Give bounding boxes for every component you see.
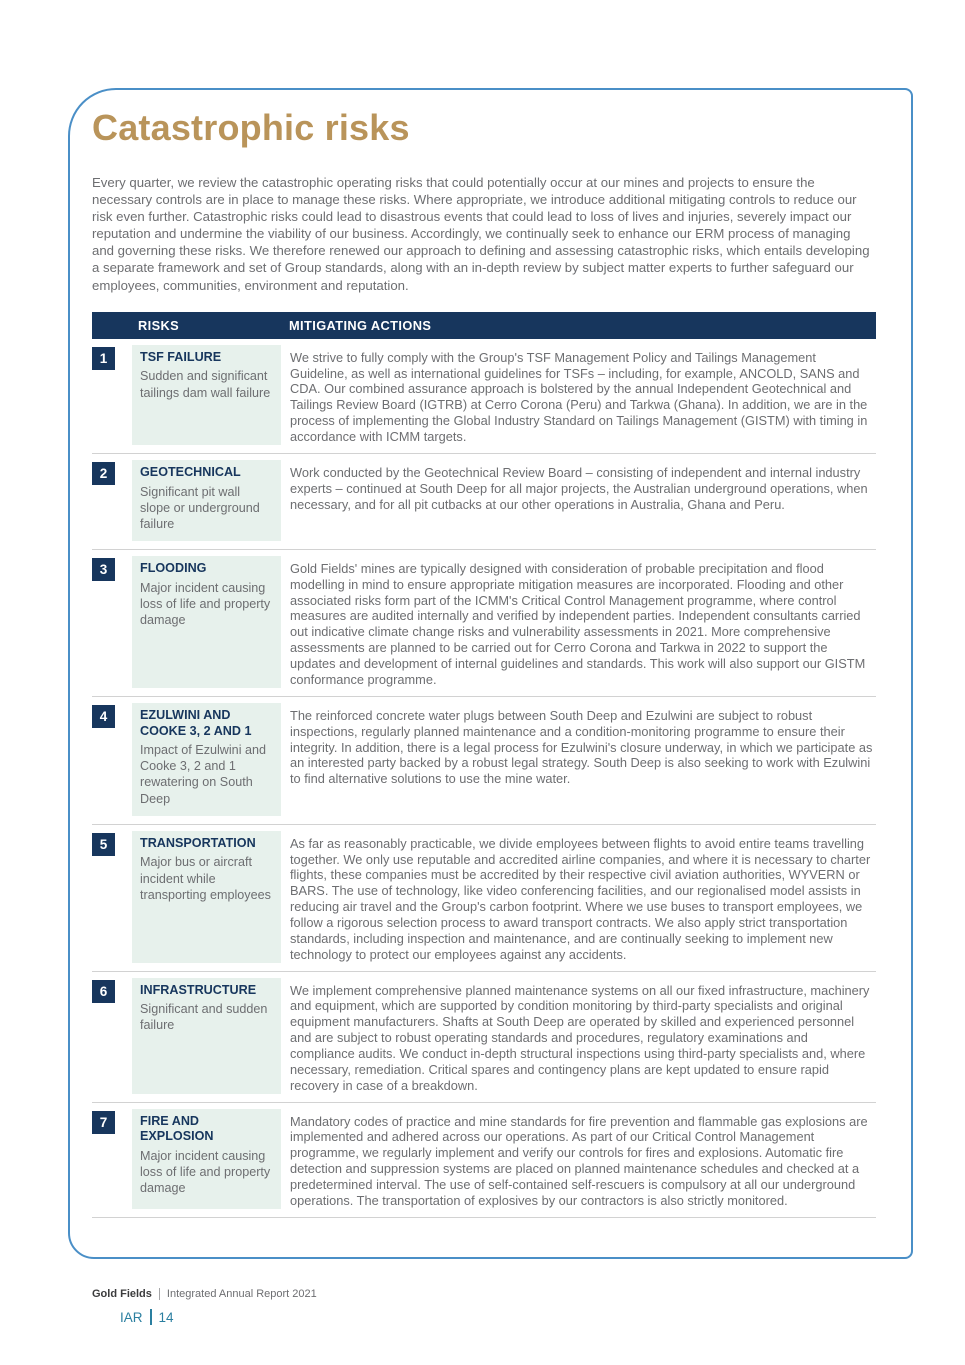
risk-cell	[132, 978, 281, 1094]
risk-subtitle: Major bus or aircraft incident while transporting employees	[140, 855, 271, 902]
risk-cell	[132, 556, 281, 688]
risk-title: INFRASTRUCTURE	[140, 982, 257, 997]
intro-text: Every quarter, we review the catastrophic operating risks that could potentially occur at our mines and projects to ensure the necessary controls are in place to manage these risks. Where appropriate, we introduce additional mitigating controls to reduce our risk even further. Catastrophic risks could lead to disastrous events that could lead to loss of lives and injuries, severely impact our reputation and undermine the viability of our business. Accordingly, we continually seek to enhance our ERM process of managing and governing these risks. We therefore renewed our approach to defining and assessing catastrophic risks, which entails developing a separate framework and set of Group standards, along with an in-depth review by subject matter experts to further safeguard our employees, communities, environment and reputation.	[92, 174, 870, 293]
risk-number-cell	[92, 831, 132, 963]
risk-title: TSF FAILURE	[140, 349, 222, 364]
header-actions-label: MITIGATING ACTIONS	[289, 317, 432, 333]
risk-cell	[132, 345, 281, 445]
risk-subtitle: Impact of Ezulwini and Cooke 3, 2 and 1 rewatering on South Deep	[140, 743, 266, 806]
risk-row-2	[92, 454, 876, 550]
risk-number-badge: 2	[92, 462, 115, 485]
risk-number-cell	[92, 978, 132, 1094]
footer-page-divider	[150, 1309, 152, 1325]
risk-row-5	[92, 825, 876, 972]
risk-number-cell	[92, 1109, 132, 1209]
risk-title: FIRE AND EXPLOSION	[140, 1113, 214, 1144]
mitigation-text: Gold Fields' mines are typically designed with consideration of probable precipitation and flood modelling in mind to ensure appropriate mitigation measures are incorporated. Flooding and other associated risks form part of the ICMM's Critical Control Management programme, where control measures are audited internally and verified by independent parties. Independent consultants carried out indicative climate change risks and vulnerability assessments in 2021. More comprehensive assessments are planned to be carried out for Cerro Corona and Tarkwa in 2022 to support the updates and development of internal guidelines and standards. This work will also support our GISTM conformance programme.	[290, 560, 866, 687]
risk-number-cell	[92, 556, 132, 688]
risk-subtitle: Sudden and significant tailings dam wall failure	[140, 369, 271, 400]
risk-number-badge: 6	[92, 980, 115, 1003]
risk-table	[92, 312, 876, 1218]
table-header	[92, 312, 876, 339]
risk-row-4	[92, 697, 876, 825]
risk-cell	[132, 1109, 281, 1209]
risk-row-7	[92, 1103, 876, 1218]
risk-number-badge: 7	[92, 1111, 115, 1134]
mitigation-text: We implement comprehensive planned maintenance systems on all our fixed infrastructure, machinery and equipment, which are supported by condition monitoring by third-party specialists and original equipment manufacturers. Shafts at South Deep are operated by skilled and experienced personnel and are subject to robust operating standards and procedures, regulatory examinations and compliance audits. We conduct in-depth structural inspections using third-party specialists and, where necessary, remediation. Critical spares and contingency plans are kept updated to ensure rapid recovery in case of a breakdown.	[290, 982, 870, 1093]
risk-title: EZULWINI AND COOKE 3, 2 AND 1	[140, 707, 252, 738]
risk-number-cell	[92, 703, 132, 816]
page-footer	[92, 1288, 317, 1325]
risk-number-badge: 3	[92, 558, 115, 581]
risk-number-badge: 4	[92, 705, 115, 728]
risk-title: GEOTECHNICAL	[140, 464, 241, 479]
footer-report-title: Integrated Annual Report 2021	[166, 1288, 317, 1300]
mitigation-text: As far as reasonably practicable, we divide employees between flights to avoid entire teams travelling together. We only use reputable and accredited airline companies, and where it is necessary to charter flights, these companies must be accredited by their respective civil aviation authorities, WYVERN or BARS. The use of technology, like video conferencing facilities, and our regionalised model assists in reducing air travel and the Group's carbon footprint. Where we use buses to transport employees, we follow a rigorous selection process to award transport contracts. We also apply strict transportation standards, including inspection and maintenance, and are continually seeking to implement new technology to protect our employees against any accidents.	[290, 835, 871, 962]
risk-subtitle: Major incident causing loss of life and property damage	[140, 1149, 271, 1196]
risk-subtitle: Significant and sudden failure	[140, 1002, 268, 1033]
footer-divider	[159, 1288, 160, 1300]
risk-number-cell	[92, 345, 132, 445]
footer-section-label: IAR	[120, 1309, 143, 1325]
footer-page-number: 14	[158, 1309, 174, 1325]
risk-title: TRANSPORTATION	[140, 835, 256, 850]
risk-number-badge: 1	[92, 347, 115, 370]
risk-cell	[132, 831, 281, 963]
risk-row-3	[92, 550, 876, 697]
risk-title: FLOODING	[140, 560, 207, 575]
mitigation-text: Work conducted by the Geotechnical Review Board – consisting of independent and internal industry experts – continued at South Deep for all major projects, the Australian underground operations, when necessary, and for all pit cutbacks at our other operations in Australia, Ghana and Peru.	[290, 464, 868, 512]
risk-subtitle: Major incident causing loss of life and property damage	[140, 580, 271, 627]
mitigation-text: We strive to fully comply with the Group's TSF Management Policy and Tailings Management Guideline, as well as international guidelines for TSFs – including, for example, ANCOLD, SANS and CDA. Our combined assurance approach is bolstered by the annual Independent Geotechnical and Tailings Review Board (IGTRB) at Cerro Corona (Peru) and Tarkwa (Ghana). In addition, we are in the process of implementing the Global Industry Standard on Tailings Management (GISTM) with timing in accordance with ICMM targets.	[290, 349, 868, 444]
footer-brand: Gold Fields	[92, 1288, 152, 1300]
risk-row-1	[92, 339, 876, 454]
mitigation-text: The reinforced concrete water plugs between South Deep and Ezulwini are subject to robust inspections, regularly planned maintenance and a condition-monitoring programme to ensure their integrity. In addition, there is a legal process for Ezulwini's closure underway, in which we participate as an interested party backed by a robust legal strategy. South Deep is also seeking to work with Ezulwini to find alternative solutions to use the mine water.	[290, 707, 873, 787]
risk-row-6	[92, 972, 876, 1103]
footer-page-line	[120, 1309, 317, 1325]
header-risks-label: RISKS	[138, 317, 180, 333]
risk-cell	[132, 460, 281, 541]
risk-subtitle: Significant pit wall slope or underground failure	[140, 484, 260, 531]
footer-report-line	[92, 1288, 317, 1300]
risk-cell	[132, 703, 281, 816]
risk-number-cell	[92, 460, 132, 541]
mitigation-text: Mandatory codes of practice and mine standards for fire prevention and flammable gas explosions are implemented and adhered across our operations. As part of our Critical Control Management programme, we regularly implement and verify our controls for fires and explosions. Automatic fire detection and suppression systems are placed on planned maintenance schedules and checked at a predetermined interval. The use of self-contained self-rescuers is compulsory at all our underground operations. The transportation of explosives by our contractors is also strictly monitored.	[290, 1113, 868, 1208]
page-content	[92, 108, 876, 1218]
page-title: Catastrophic risks	[92, 107, 410, 148]
risk-number-badge: 5	[92, 833, 115, 856]
